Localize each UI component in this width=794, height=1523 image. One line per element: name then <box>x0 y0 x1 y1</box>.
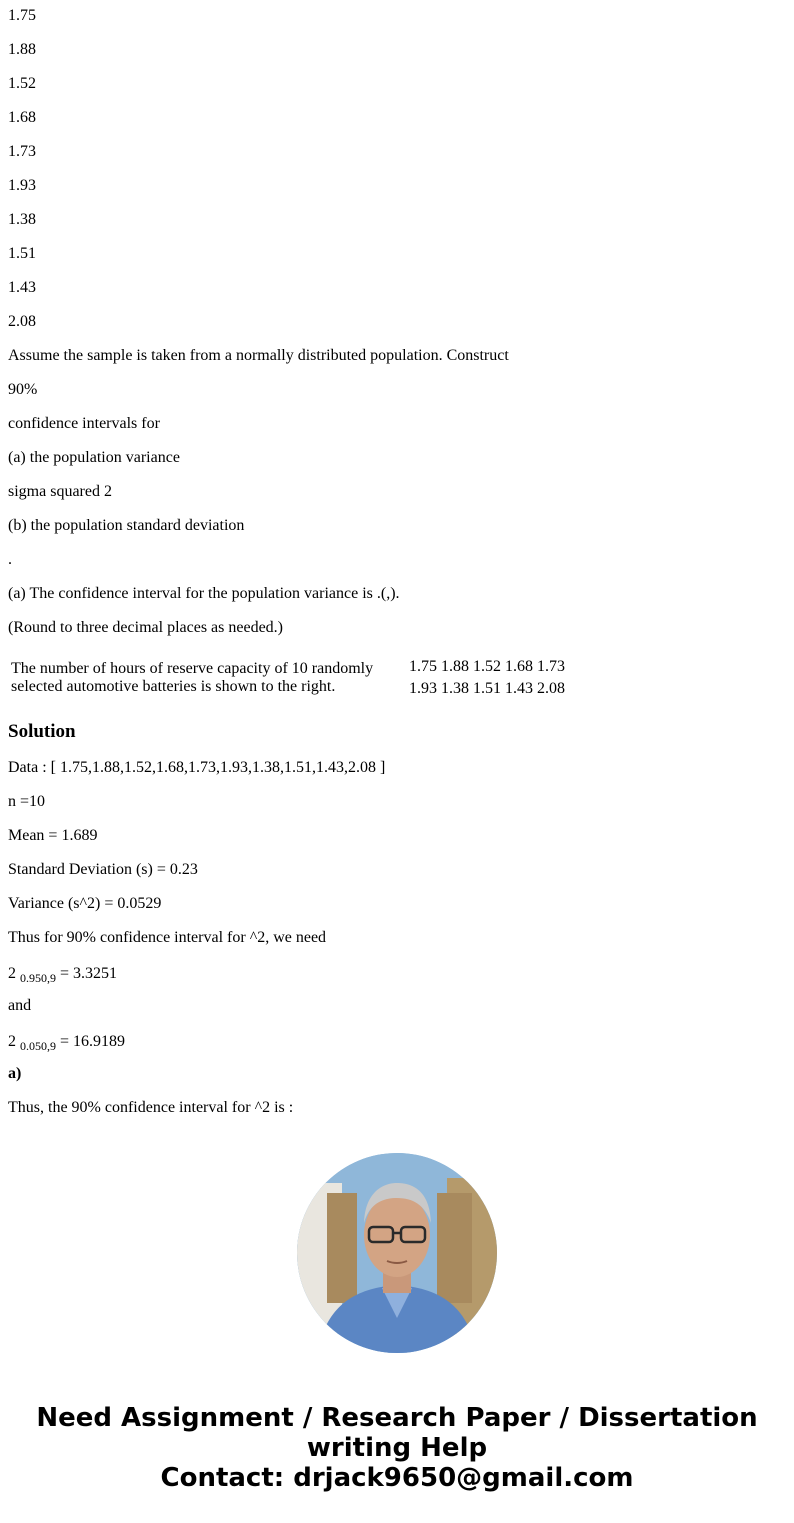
author-avatar <box>297 1153 497 1353</box>
question-sigma: sigma squared 2 <box>8 483 112 500</box>
table-values-line: 1.75 1.88 1.52 1.68 1.73 <box>409 658 565 675</box>
chi-value: = 16.9189 <box>60 1033 126 1050</box>
solution-thus-need: Thus for 90% confidence interval for ^2, we need <box>8 929 327 946</box>
data-line: 1.52 <box>8 75 36 92</box>
question-ci-for: confidence intervals for <box>8 415 160 432</box>
question-round: (Round to three decimal places as needed.) <box>8 619 283 636</box>
table-row <box>10 655 590 701</box>
question-answer-a: (a) The confidence interval for the population variance is .(,). <box>8 585 400 602</box>
data-line: 1.43 <box>8 279 36 296</box>
data-line: 1.38 <box>8 211 36 228</box>
solution-sd: Standard Deviation (s) = 0.23 <box>8 861 198 878</box>
solution-and: and <box>8 997 32 1014</box>
chi-subscript: 0.950,9 <box>20 971 56 986</box>
table-values <box>408 655 590 701</box>
promo-message <box>0 1403 794 1493</box>
solution-chi-upper <box>0 1031 794 1053</box>
promo-section <box>0 1122 794 1523</box>
promo-line: writing Help <box>306 1433 488 1463</box>
solution-mean: Mean = 1.689 <box>8 827 98 844</box>
data-line: 1.73 <box>8 143 36 160</box>
table-values-line: 1.93 1.38 1.51 1.43 2.08 <box>409 680 565 697</box>
data-line: 1.68 <box>8 109 36 126</box>
data-line: 1.51 <box>8 245 36 262</box>
chi-symbol: 2 <box>8 965 16 982</box>
data-line: 1.75 <box>8 7 36 24</box>
question-part-a: (a) the population variance <box>8 449 180 466</box>
question-percent: 90% <box>8 381 38 398</box>
solution-variance: Variance (s^2) = 0.0529 <box>8 895 162 912</box>
solution-n: n =10 <box>8 793 46 810</box>
data-line: 2.08 <box>8 313 36 330</box>
chi-subscript: 0.050,9 <box>20 1039 56 1054</box>
solution-thus-ci: Thus, the 90% confidence interval for ^2 is : <box>8 1099 294 1116</box>
question-table <box>8 653 592 703</box>
promo-line: Need Assignment / Research Paper / Dissertation <box>36 1403 758 1433</box>
data-line: 1.88 <box>8 41 36 58</box>
question-assume: Assume the sample is taken from a normally distributed population. Construct <box>8 347 509 364</box>
question-dot: . <box>8 551 12 568</box>
solution-heading: Solution <box>8 721 76 742</box>
chi-value: = 3.3251 <box>60 965 118 982</box>
solution-part-a-label: a) <box>8 1065 22 1082</box>
chi-symbol: 2 <box>8 1033 16 1050</box>
table-description: The number of hours of reserve capacity of 10 randomly selected automotive batteries is shown to the right. <box>11 660 374 695</box>
solution-data: Data : [ 1.75,1.88,1.52,1.68,1.73,1.93,1.38,1.51,1.43,2.08 ] <box>8 759 386 776</box>
question-part-b: (b) the population standard deviation <box>8 517 245 534</box>
data-line: 1.93 <box>8 177 36 194</box>
author-photo <box>297 1153 497 1353</box>
solution-chi-lower <box>0 963 794 985</box>
promo-contact: Contact: drjack9650@gmail.com <box>160 1463 634 1493</box>
